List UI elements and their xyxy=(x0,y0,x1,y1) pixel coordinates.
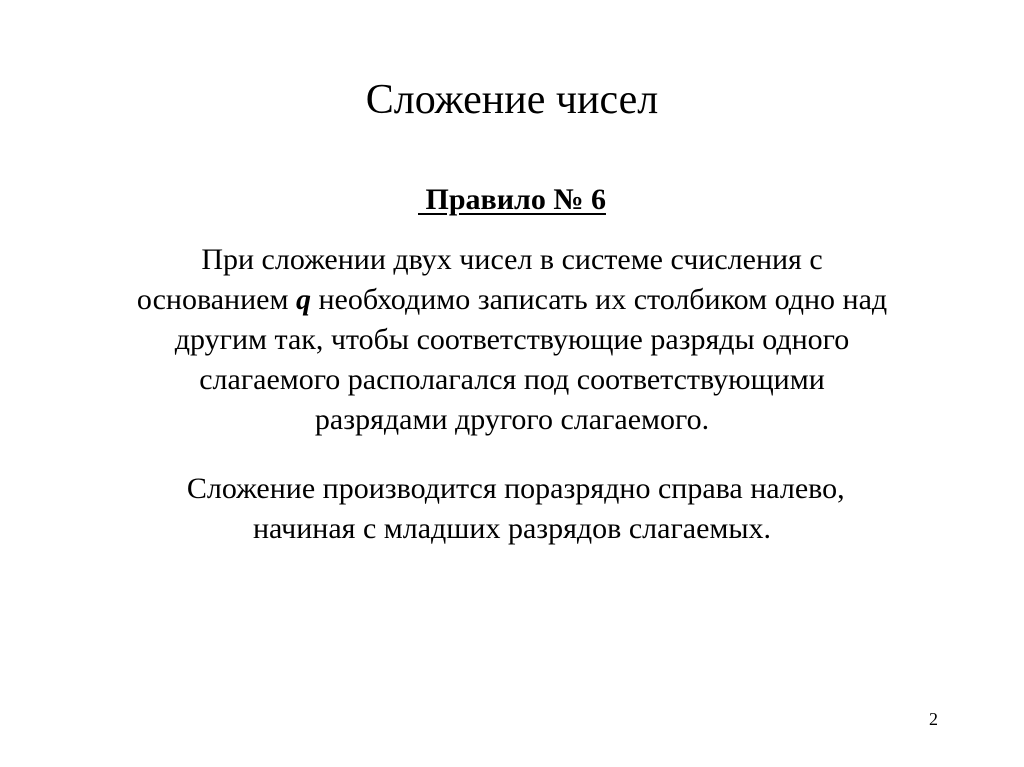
rule-paragraph-line-3: другим так, чтобы соответствующие разряды одного xyxy=(174,323,850,356)
rule-paragraph-line-5: разрядами другого слагаемого. xyxy=(314,403,710,436)
slide-title: Сложение чисел xyxy=(365,77,659,123)
rule-paragraph xyxy=(60,240,964,440)
rule-paragraph-line-2 xyxy=(60,280,964,320)
rule-heading-text: Правило № 6 xyxy=(418,183,606,216)
rule-paragraph-line-4: слагаемого располагался под соответствующими xyxy=(199,363,825,396)
addition-paragraph-line-2: начиная с младших разрядов слагаемых. xyxy=(252,512,772,545)
addition-paragraph xyxy=(60,469,964,549)
base-variable-q: q xyxy=(295,283,311,316)
rule-heading xyxy=(0,180,1024,220)
rule-paragraph-line-2-end: необходимо записать их столбиком одно над xyxy=(310,283,888,316)
addition-paragraph-line-1: Сложение производится поразрядно справа налево, xyxy=(179,472,845,505)
rule-paragraph-line-2-start: основанием xyxy=(136,283,296,316)
rule-paragraph-line-1: При сложении двух чисел в системе счисления с xyxy=(201,243,823,276)
page-number: 2 xyxy=(929,709,938,729)
